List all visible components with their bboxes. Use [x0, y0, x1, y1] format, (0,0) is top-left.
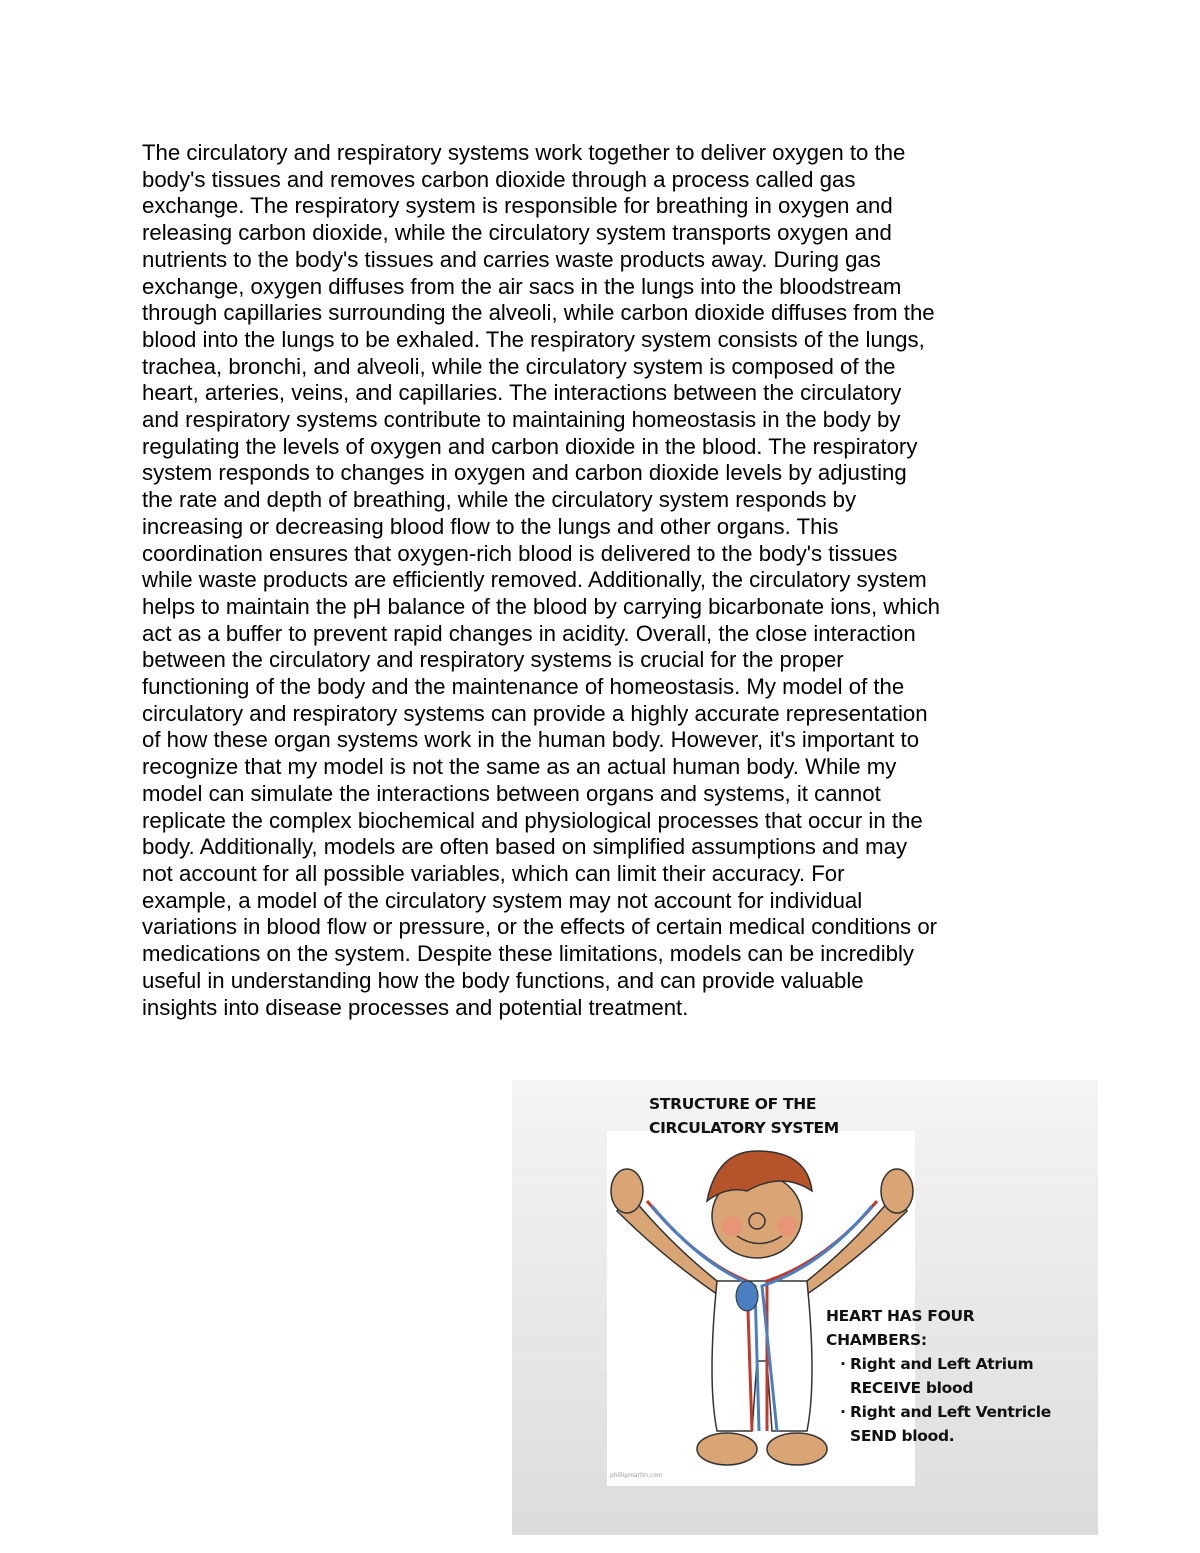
heart-icon	[736, 1281, 758, 1311]
paragraph-line: heart, arteries, veins, and capillaries. The interactions between the circulatory	[142, 380, 902, 406]
paragraph-line: and respiratory systems contribute to maintaining homeostasis in the body by	[142, 407, 901, 433]
circulatory-system-figure	[512, 1080, 1098, 1535]
heart-heading-line: HEART HAS FOUR	[826, 1307, 975, 1325]
paragraph-line: trachea, bronchi, and alveoli, while the circulatory system is composed of the	[142, 353, 896, 379]
bullet-ventricle-cont: SEND blood.	[850, 1427, 955, 1445]
paragraph-line: recognize that my model is not the same as an actual human body. While my	[142, 754, 897, 780]
paragraph-line: through capillaries surrounding the alveoli, while carbon dioxide diffuses from the	[142, 300, 935, 326]
paragraph-line: functioning of the body and the maintenance of homeostasis. My model of the	[142, 674, 905, 700]
image-credit: phillipmartin.com	[610, 1472, 663, 1479]
paragraph-line: exchange, oxygen diffuses from the air sacs in the lungs into the bloodstream	[142, 273, 902, 299]
paragraph-line: helps to maintain the pH balance of the blood by carrying bicarbonate ions, which	[142, 593, 941, 619]
paragraph-line: The circulatory and respiratory systems work together to deliver oxygen to the	[142, 140, 906, 165]
paragraph-line: increasing or decreasing blood flow to the lungs and other organs. This	[142, 513, 839, 539]
paragraph-line: coordination ensures that oxygen-rich blood is delivered to the body's tissues	[142, 540, 898, 566]
paragraph-line: the rate and depth of breathing, while the circulatory system responds by	[142, 487, 857, 513]
paragraph-line: body. Additionally, models are often based on simplified assumptions and may	[142, 834, 908, 860]
heart-chambers-note	[826, 1304, 1051, 1448]
bullet-atrium-cont: RECEIVE blood	[850, 1379, 974, 1397]
paragraph-line: releasing carbon dioxide, while the circulatory system transports oxygen and	[142, 220, 892, 246]
paragraph-line: system responds to changes in oxygen and carbon dioxide levels by adjusting	[142, 460, 907, 486]
body-paragraph	[142, 140, 1142, 1021]
figure-title	[649, 1092, 839, 1140]
paragraph-line: circulatory and respiratory systems can provide a highly accurate representation	[142, 700, 928, 726]
paragraph-line: example, a model of the circulatory system may not account for individual	[142, 887, 863, 913]
paragraph-line: not account for all possible variables, which can limit their accuracy. For	[142, 860, 845, 886]
paragraph-line: medications on the system. Despite these limitations, models can be incredibly	[142, 941, 915, 967]
figure-title-line: STRUCTURE OF THE	[649, 1095, 817, 1113]
paragraph-line: variations in blood flow or pressure, or the effects of certain medical conditions or	[142, 914, 938, 940]
paragraph-line: nutrients to the body's tissues and carries waste products away. During gas	[142, 246, 881, 272]
paragraph-line: insights into disease processes and potential treatment.	[142, 994, 689, 1020]
paragraph-line: exchange. The respiratory system is responsible for breathing in oxygen and	[142, 193, 893, 219]
paragraph-line: useful in understanding how the body functions, and can provide valuable	[142, 967, 864, 993]
bullet-atrium: · Right and Left Atrium	[826, 1352, 1051, 1376]
figure-title-line: CIRCULATORY SYSTEM	[649, 1119, 839, 1137]
paragraph-line: replicate the complex biochemical and physiological processes that occur in the	[142, 807, 923, 833]
heart-heading-line: CHAMBERS:	[826, 1331, 927, 1349]
paragraph-line: regulating the levels of oxygen and carbon dioxide in the blood. The respiratory	[142, 433, 918, 459]
paragraph-line: model can simulate the interactions between organs and systems, it cannot	[142, 780, 881, 806]
paragraph-line: act as a buffer to prevent rapid changes in acidity. Overall, the close interaction	[142, 620, 916, 646]
paragraph-line: while waste products are efficiently removed. Additionally, the circulatory system	[142, 567, 927, 593]
paragraph-line: between the circulatory and respiratory systems is crucial for the proper	[142, 647, 844, 673]
paragraph-line: body's tissues and removes carbon dioxide through a process called gas	[142, 166, 856, 192]
paragraph-line: blood into the lungs to be exhaled. The respiratory system consists of the lungs,	[142, 326, 925, 352]
paragraph-line: of how these organ systems work in the human body. However, it's important to	[142, 727, 920, 753]
bullet-ventricle: · Right and Left Ventricle	[826, 1400, 1051, 1424]
